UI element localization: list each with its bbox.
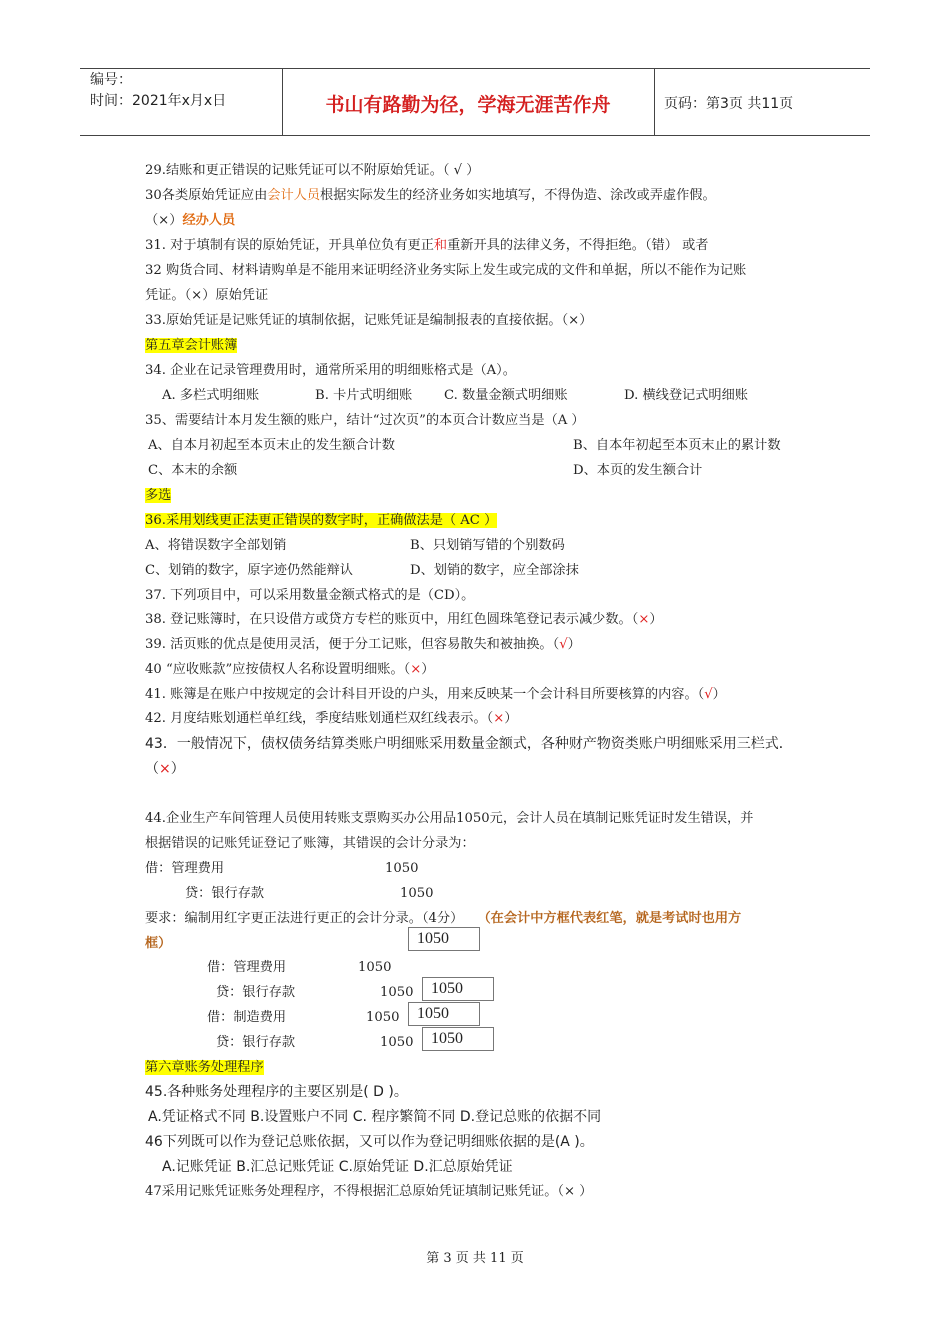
q36-option-b: B、只划销写错的个别数码 (410, 538, 565, 553)
q32-line1: 32 购货合同、材料请购单是不能用来证明经济业务实际上发生或完成的文件和单据，所以不能作为记账 (145, 263, 747, 278)
q34: 34. 企业在记录管理费用时，通常所采用的明细账格式是（A）。 (145, 363, 516, 378)
q37: 37. 下列项目中，可以采用数量金额式格式的是（CD）。 (145, 588, 475, 603)
q30-line2: （×）经办人员 (145, 213, 236, 228)
q34-option-b: B. 卡片式明细账 (315, 388, 413, 403)
header-motto: 书山有路勤为径，学海无涯苦作舟 (325, 94, 611, 116)
header-number: 编号： (90, 72, 132, 88)
q34-option-a: A. 多栏式明细账 (162, 388, 260, 403)
correction2-debit-label: 借：制造费用 (207, 1010, 287, 1025)
q42: 42. 月度结账划通栏单红线，季度结账划通栏双红线表示。（×） (145, 711, 518, 726)
red-box-amount-3: 1050 (408, 1002, 480, 1026)
q35-option-c: C、本末的余额 (148, 463, 238, 478)
q31: 31. 对于填制有误的原始凭证，开具单位负有更正和重新开具的法律义务，不得拒绝。（错） 或者 (145, 238, 709, 253)
correction2-credit-amount: 1050 (380, 1035, 414, 1050)
correction2-debit-amount: 1050 (366, 1010, 400, 1025)
correction2-credit-label: 贷：银行存款 (216, 1035, 296, 1050)
q35: 35、需要结计本月发生额的账户，结计“过次页”的本页合计数应当是（A ） (145, 413, 585, 428)
q32-line2: 凭证。（×）原始凭证 (145, 288, 269, 303)
chapter6-heading: 第六章账务处理程序 (145, 1060, 264, 1075)
q43-line1: 43．一般情况下，债权债务结算类账户明细账采用数量金额式，各种财产物资类账户明细账采用三栏式． (145, 736, 793, 752)
q44-line2: 根据错误的记账凭证登记了账簿，其错误的会计分录为： (145, 836, 475, 851)
correction-debit-label: 借：管理费用 (207, 960, 287, 975)
chapter5-heading: 第五章会计账簿 (145, 338, 238, 353)
red-box-amount-4: 1050 (422, 1027, 494, 1051)
q45-options: A.凭证格式不同 B.设置账户不同 C. 程序繁简不同 D.登记总账的依据不同 (148, 1109, 602, 1125)
q34-option-c: C. 数量金额式明细账 (444, 388, 568, 403)
red-box-amount-2: 1050 (422, 977, 494, 1001)
q45: 45.各种账务处理程序的主要区别是( D )。 (145, 1084, 408, 1100)
q46: 46下列既可以作为登记总账依据，又可以作为登记明细账依据的是(A )。 (145, 1134, 594, 1150)
multi-choice-heading: 多选 (145, 488, 172, 503)
header-page-number: 页码：第3页 共11页 (664, 96, 794, 112)
entry-credit-label: 贷：银行存款 (185, 886, 265, 901)
q33: 33.原始凭证是记账凭证的填制依据，记账凭证是编制报表的直接依据。（×） (145, 313, 593, 328)
q44-requirement: 要求：编制用红字更正法进行更正的会计分录。（4分） （在会计中方框代表红笔，就是考试时也用方 (145, 911, 742, 926)
correction-credit-amount: 1050 (380, 985, 414, 1000)
q36-option-c: C、划销的数字，原字迹仍然能辩认 (145, 563, 353, 578)
entry-credit-amount: 1050 (400, 886, 434, 901)
q35-option-a: A、自本月初起至本页末止的发生额合计数 (148, 438, 395, 453)
q47: 47采用记账凭证账务处理程序，不得根据汇总原始凭证填制记账凭证。（× ） (145, 1184, 593, 1199)
q29: 29.结账和更正错误的记账凭证可以不附原始凭证。（ √ ） (145, 163, 480, 178)
q41: 41. 账簿是在账户中按规定的会计科目开设的户头，用来反映某一个会计科目所要核算的内容。（√） (145, 687, 726, 702)
q44-line1: 44.企业生产车间管理人员使用转账支票购买办公用品1050元，会计人员在填制记账凭证时发生错误，并 (145, 811, 754, 826)
header-meta (90, 70, 226, 112)
q30-answer: 经办人员 (182, 213, 236, 228)
q36: 36.采用划线更正法更正错误的数字时，正确做法是（ AC ） (145, 513, 498, 528)
q44-note-cont: 框） (145, 936, 172, 951)
q38: 38. 登记账簿时，在只设借方或贷方专栏的账页中，用红色圆珠笔登记表示减少数。（×） (145, 612, 663, 627)
q34-option-d: D. 横线登记式明细账 (624, 388, 748, 403)
header-divider-right (654, 68, 655, 135)
q30-highlight: 会计人员 (267, 188, 321, 203)
q35-option-d: D、本页的发生额合计 (573, 463, 703, 478)
header-top-rule (80, 68, 870, 69)
header-time: 时间：2021年x月x日 (90, 93, 227, 109)
red-box-amount-1: 1050 (408, 927, 480, 951)
correction-credit-label: 贷：银行存款 (216, 985, 296, 1000)
q40: 40 “应收账款”应按债权人名称设置明细账。（×） (145, 662, 435, 677)
q46-options: A.记账凭证 B.汇总记账凭证 C.原始凭证 D.汇总原始凭证 (162, 1159, 513, 1175)
entry-debit-amount: 1050 (385, 861, 419, 876)
page-footer: 第 3 页 共 11 页 (426, 1251, 524, 1266)
q30-line1: 30各类原始凭证应由会计人员根据实际发生的经济业务如实地填写，不得伪造、涂改或弄虚作假。 (145, 188, 716, 203)
entry-debit-label: 借：管理费用 (145, 861, 225, 876)
q36-option-a: A、将错误数字全部划销 (145, 538, 287, 553)
header-bottom-rule (80, 135, 870, 136)
q39: 39. 活页账的优点是使用灵活，便于分工记账，但容易散失和被抽换。（√） (145, 637, 581, 652)
correction-debit-amount: 1050 (358, 960, 392, 975)
q36-option-d: D、划销的数字，应全部涂抹 (410, 563, 579, 578)
q35-option-b: B、自本年初起至本页末止的累计数 (573, 438, 781, 453)
q44-note: （在会计中方框代表红笔，就是考试时也用方 (477, 911, 742, 926)
q43-line2: （×） (145, 761, 185, 777)
